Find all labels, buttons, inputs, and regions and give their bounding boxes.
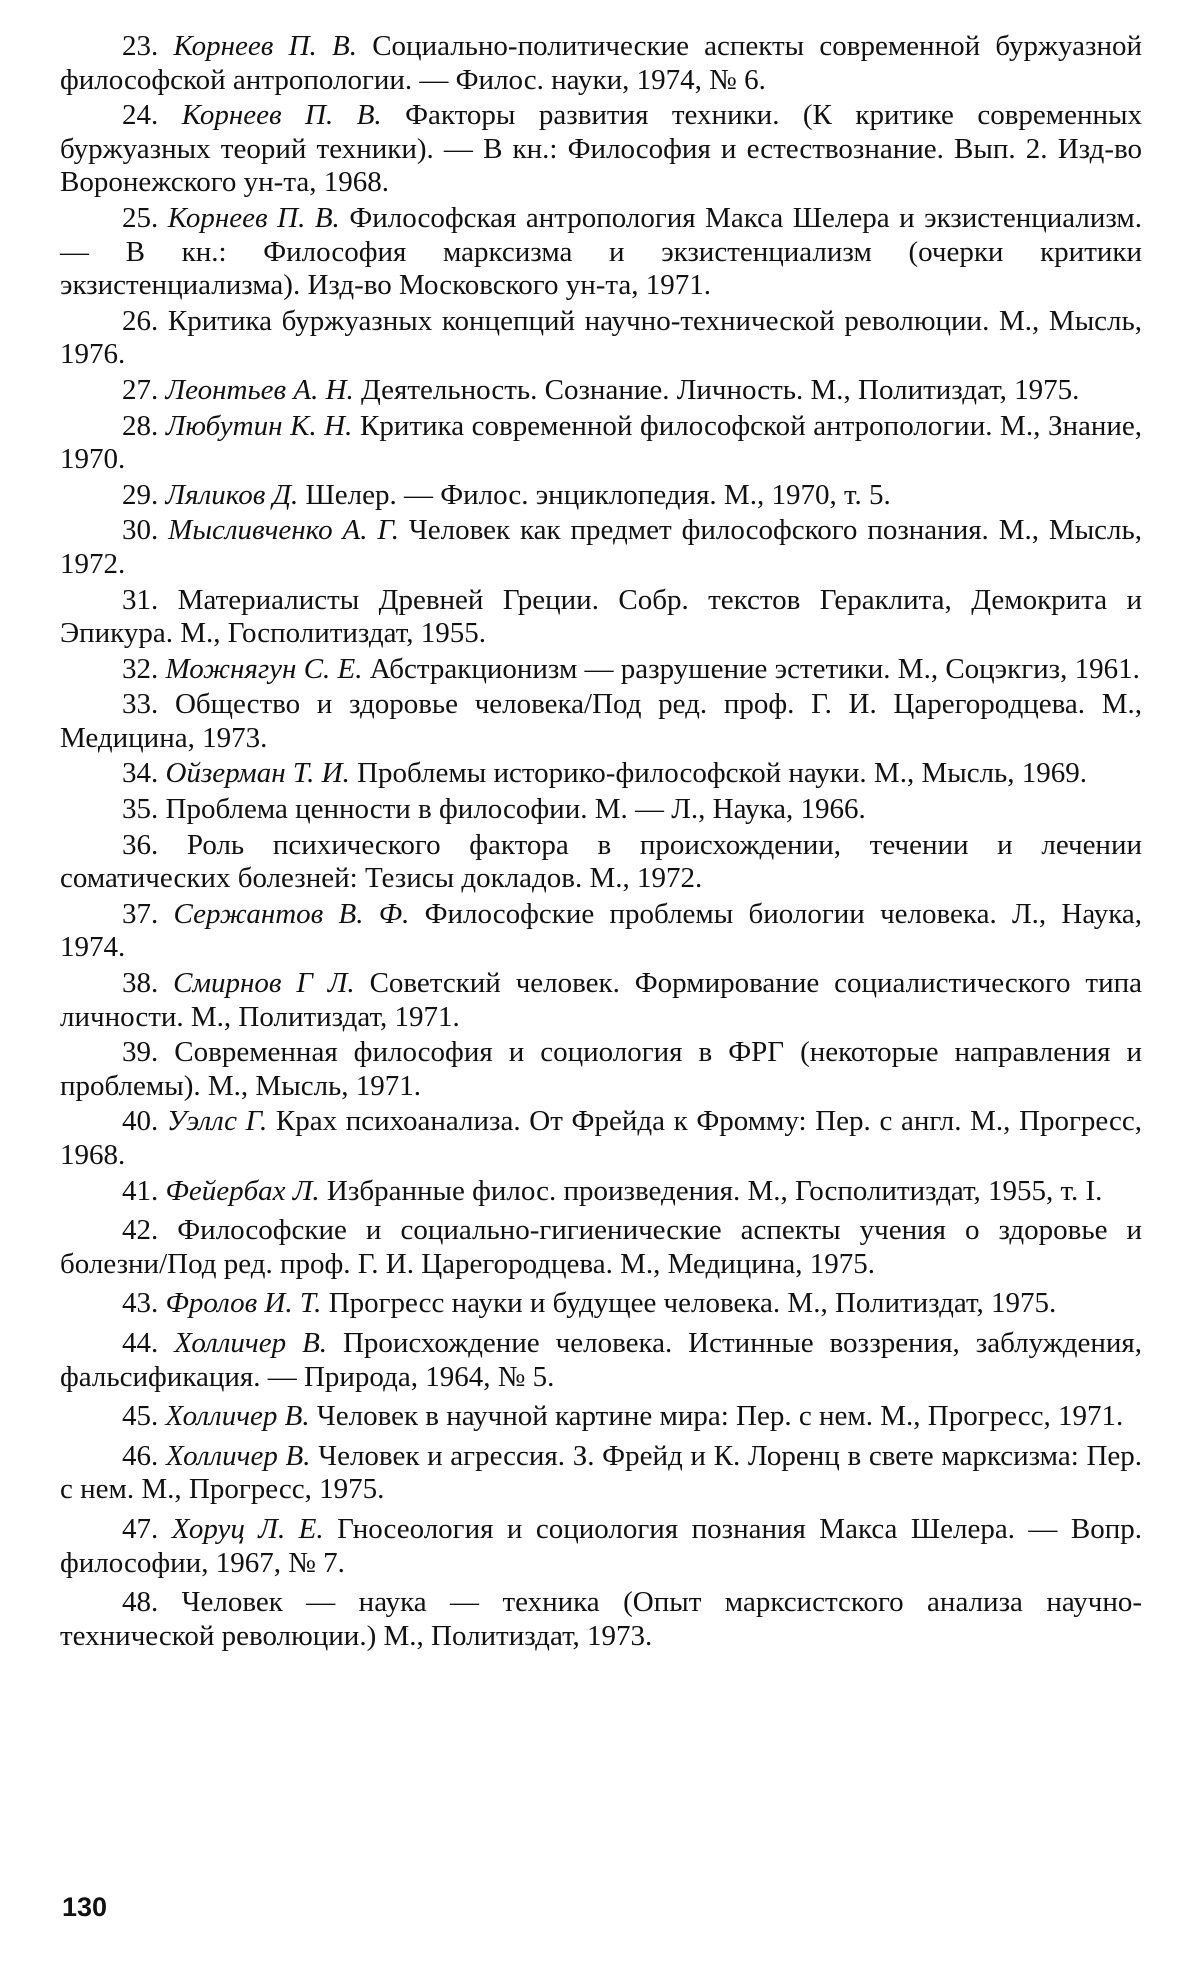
- bibliography-entry: [60, 898, 1142, 965]
- entry-text: Проблемы историко-философской науки. М., Мысль, 1969.: [357, 757, 1088, 790]
- entry-author: Ойзерман Т. И.: [165, 757, 350, 790]
- bibliography-entry: [60, 1513, 1142, 1580]
- entry-number: 40.: [122, 1105, 159, 1138]
- entry-author: Мысливченко А. Г.: [168, 514, 399, 547]
- bibliography-entry: [60, 30, 1142, 97]
- entry-author: Корнеев П. В.: [173, 30, 357, 62]
- entry-text: Роль психического фактора в происхождении, течении и лечении соматических болезней: Тезисы докладов. М., 1972.: [60, 828, 1142, 895]
- bibliography-entry: [60, 1327, 1142, 1394]
- entry-text: Социально-политические аспекты современной буржуазной философской антропологии. — Филос. науки, 1974, № 6.: [60, 30, 1143, 96]
- entry-number: 38.: [122, 967, 159, 1000]
- bibliography-entry: [60, 967, 1142, 1034]
- entry-number: 25.: [122, 201, 159, 234]
- entry-text: Гносеология и социология познания Макса Шелера. — Вопр. философии, 1967, № 7.: [60, 1512, 1143, 1579]
- bibliography-list: [60, 30, 1142, 1653]
- bibliography-entry: [60, 1287, 1142, 1321]
- entry-author: Смирнов Г Л.: [173, 967, 355, 1000]
- entry-number: 46.: [122, 1439, 159, 1472]
- entry-number: 26.: [122, 304, 159, 337]
- entry-number: 28.: [122, 409, 159, 442]
- entry-text: Абстракционизм — разрушение эстетики. М., Соцэкгиз, 1961.: [369, 652, 1140, 685]
- entry-text: Избранные филос. произведения. М., Госполитиздат, 1955, т. I.: [326, 1174, 1103, 1207]
- bibliography-page: [60, 30, 1142, 1655]
- entry-number: 29.: [122, 478, 159, 511]
- entry-author: Корнеев П. В.: [181, 99, 382, 132]
- entry-text: Шелер. — Филос. энциклопедия. М., 1970, т. 5.: [305, 478, 891, 511]
- entry-text: Философские и социально-гигиенические аспекты учения о здоровье и болезни/Под ред. проф. Г. И. Царегородцева. М., Медицина, 1975.: [60, 1214, 1143, 1280]
- page-number: 130: [62, 1892, 108, 1922]
- bibliography-entry: [60, 410, 1142, 477]
- entry-text: Советский человек. Формирование социалистического типа личности. М., Политиздат, 1971.: [60, 967, 1143, 1033]
- entry-number: 33.: [122, 688, 159, 721]
- entry-author: Холличер В.: [165, 1400, 310, 1433]
- entry-author: Сержантов В. Ф.: [173, 897, 410, 930]
- entry-text: Философские проблемы биологии человека. Л., Наука, 1974.: [60, 897, 1143, 964]
- bibliography-entry: [60, 688, 1142, 755]
- entry-author: Уэллс Г.: [166, 1105, 268, 1138]
- entry-text: Человек в научной картине мира: Пер. с нем. М., Прогресс, 1971.: [316, 1400, 1124, 1433]
- bibliography-entry: [60, 479, 1142, 513]
- bibliography-entry: [60, 793, 1142, 827]
- entry-author: Фролов И. Т.: [165, 1287, 322, 1320]
- entry-text: Прогресс науки и будущее человека. М., Политиздат, 1975.: [328, 1287, 1057, 1320]
- entry-number: 41.: [122, 1174, 159, 1207]
- bibliography-entry: [60, 1036, 1142, 1103]
- entry-author: Леонтьев А. Н.: [165, 373, 354, 406]
- bibliography-entry: [60, 374, 1142, 408]
- bibliography-entry: [60, 1586, 1142, 1653]
- entry-number: 37.: [122, 897, 159, 930]
- entry-number: 43.: [122, 1287, 159, 1320]
- entry-author: Можнягун С. Е.: [165, 652, 363, 685]
- entry-number: 23.: [122, 30, 159, 62]
- entry-number: 24.: [122, 99, 159, 132]
- entry-number: 39.: [122, 1036, 159, 1069]
- entry-number: 32.: [122, 652, 159, 685]
- entry-text: Крах психоанализа. От Фрейда к Фромму: Пер. с англ. М., Прогресс, 1968.: [60, 1105, 1142, 1171]
- entry-text: Человек — наука — техника (Опыт марксистского анализа научно-технической революции.) М., Политиздат, 1973.: [60, 1586, 1142, 1652]
- entry-text: Происхождение человека. Истинные воззрения, заблуждения, фальсификация. — Природа, 1964, № 5.: [60, 1326, 1142, 1393]
- entry-number: 44.: [122, 1326, 159, 1359]
- entry-author: Корнеев П. В.: [167, 201, 340, 234]
- bibliography-entry: [60, 1105, 1142, 1172]
- bibliography-entry: [60, 1214, 1142, 1281]
- entry-number: 27.: [122, 373, 159, 406]
- entry-number: 35.: [122, 793, 159, 826]
- entry-author: Фейербах Л.: [165, 1174, 320, 1207]
- entry-number: 45.: [122, 1400, 159, 1433]
- entry-number: 30.: [122, 514, 159, 547]
- entry-text: Человек и агрессия. З. Фрейд и К. Лоренц в свете марксизма: Пер. с нем. М., Прогресс, 1975.: [60, 1439, 1143, 1506]
- bibliography-entry: [60, 829, 1142, 896]
- bibliography-entry: [60, 305, 1142, 372]
- entry-number: 47.: [122, 1512, 159, 1545]
- entry-number: 48.: [122, 1586, 159, 1619]
- bibliography-entry: [60, 1175, 1142, 1209]
- bibliography-entry: [60, 653, 1142, 687]
- entry-author: Холличер В.: [165, 1439, 311, 1472]
- entry-number: 36.: [122, 828, 159, 861]
- entry-text: Деятельность. Сознание. Личность. М., Политиздат, 1975.: [361, 373, 1080, 406]
- entry-text: Материалисты Древней Греции. Собр. текстов Гераклита, Демокрита и Эпикура. М., Госполитиздат, 1955.: [60, 583, 1142, 650]
- bibliography-entry: [60, 202, 1142, 303]
- entry-number: 34.: [122, 757, 159, 790]
- entry-author: Ляликов Д.: [165, 478, 299, 511]
- bibliography-entry: [60, 1440, 1142, 1507]
- entry-text: Критика современной философской антропологии. М., Знание, 1970.: [60, 409, 1143, 476]
- bibliography-entry: [60, 99, 1142, 200]
- entry-text: Критика буржуазных концепций научно-технической революции. М., Мысль, 1976.: [60, 304, 1142, 371]
- entry-author: Холличер В.: [174, 1326, 328, 1359]
- entry-text: Философская антропология Макса Шелера и экзистенциализм. — В кн.: Философия марксизма и экзистенциализм (очерки критики экзистенциализма). Изд-во Московского ун-та, 1971.: [60, 201, 1143, 302]
- entry-number: 31.: [122, 583, 159, 616]
- bibliography-entry: [60, 584, 1142, 651]
- entry-author: Любутин К. Н.: [165, 409, 353, 442]
- entry-author: Хоруц Л. Е.: [171, 1512, 324, 1545]
- bibliography-entry: [60, 757, 1142, 791]
- entry-text: Современная философия и социология в ФРГ (некоторые направления и проблемы). М., Мысль, 1971.: [60, 1036, 1143, 1102]
- entry-text: Общество и здоровье человека/Под ред. проф. Г. И. Царегородцева. М., Медицина, 1973.: [60, 688, 1142, 754]
- entry-text: Человек как предмет философского познания. М., Мысль, 1972.: [60, 514, 1143, 580]
- bibliography-entry: [60, 514, 1142, 581]
- entry-text: Факторы развития техники. (К критике современных буржуазных теорий техники). — В кн.: Философия и естествознание. Вып. 2. Изд-во Воронежского ун-та, 1968.: [60, 99, 1143, 199]
- entry-number: 42.: [122, 1214, 159, 1247]
- bibliography-entry: [60, 1400, 1142, 1434]
- entry-text: Проблема ценности в философии. М. — Л., Наука, 1966.: [165, 793, 866, 826]
